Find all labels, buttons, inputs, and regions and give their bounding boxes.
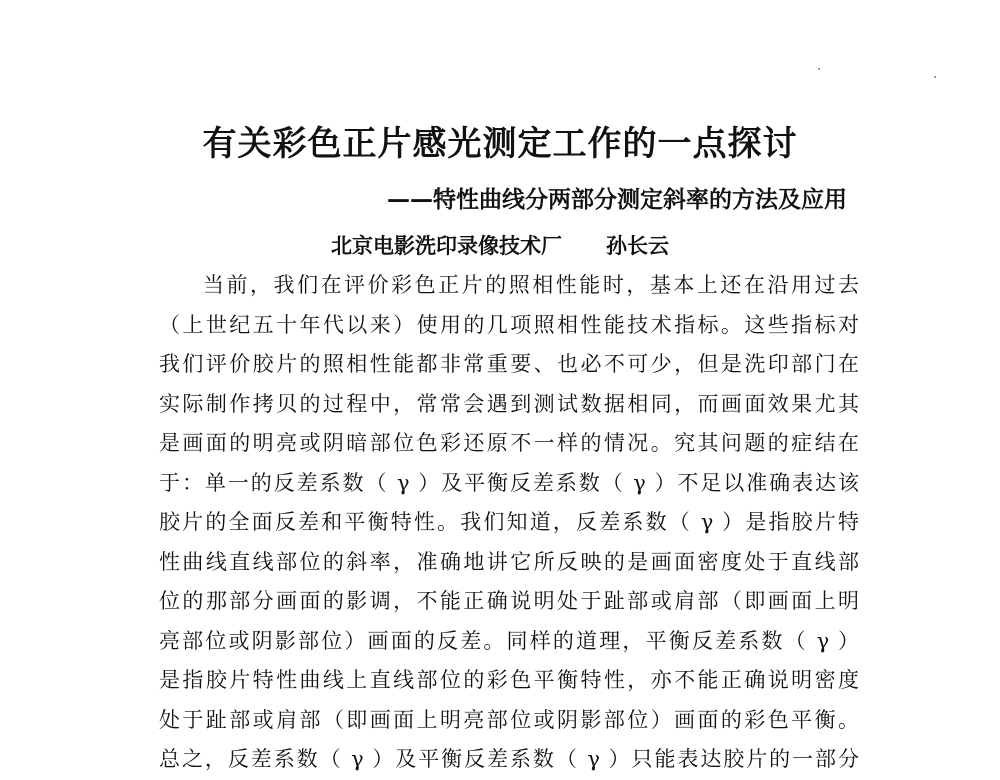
body-line: 性曲线直线部位的斜率，准确地讲它所反映的是画面密度处于直线部 <box>159 549 859 574</box>
body-line: 亮部位或阴影部位）画面的反差。同样的道理，平衡反差系数（ γ ） <box>159 628 859 653</box>
body-line: 实际制作拷贝的过程中，常常会遇到测试数据相同，而画面效果尤其 <box>159 391 859 416</box>
body-line: 当前，我们在评价彩色正片的照相性能时，基本上还在沿用过去 <box>203 273 859 297</box>
body-text <box>159 266 859 780</box>
body-line: 总之，反差系数（ γ ）及平衡反差系数（ γ ）只能表达胶片的一部分 <box>159 747 859 771</box>
scan-speck <box>818 68 820 70</box>
body-line: 位的那部分画面的影调，不能正确说明处于趾部或肩部（即画面上明 <box>159 589 859 613</box>
author-line <box>0 231 1000 261</box>
scan-speck <box>934 76 936 78</box>
body-line: 于：单一的反差系数（ γ ）及平衡反差系数（ γ ）不足以准确表达该 <box>159 470 859 495</box>
author-name: 孙长云 <box>606 234 669 258</box>
affiliation: 北京电影洗印录像技术厂 <box>331 234 562 258</box>
body-line: （上世纪五十年代以来）使用的几项照相性能技术指标。这些指标对 <box>159 312 859 337</box>
body-line: 胶片的全面反差和平衡特性。我们知道，反差系数（ γ ）是指胶片特 <box>159 510 859 534</box>
article-subtitle: ——特性曲线分两部分测定斜率的方法及应用 <box>387 187 847 213</box>
article-title: 有关彩色正片感光测定工作的一点探讨 <box>202 124 798 164</box>
body-line: 是画面的明亮或阴暗部位色彩还原不一样的情况。究其问题的症结在 <box>159 431 859 455</box>
body-line: 处于趾部或肩部（即画面上明亮部位或阴影部位）画面的彩色平衡。 <box>159 707 859 732</box>
body-line: 我们评价胶片的照相性能都非常重要、也必不可少，但是洗印部门在 <box>159 352 859 376</box>
body-line: 是指胶片特性曲线上直线部位的彩色平衡特性，亦不能正确说明密度 <box>159 668 859 692</box>
